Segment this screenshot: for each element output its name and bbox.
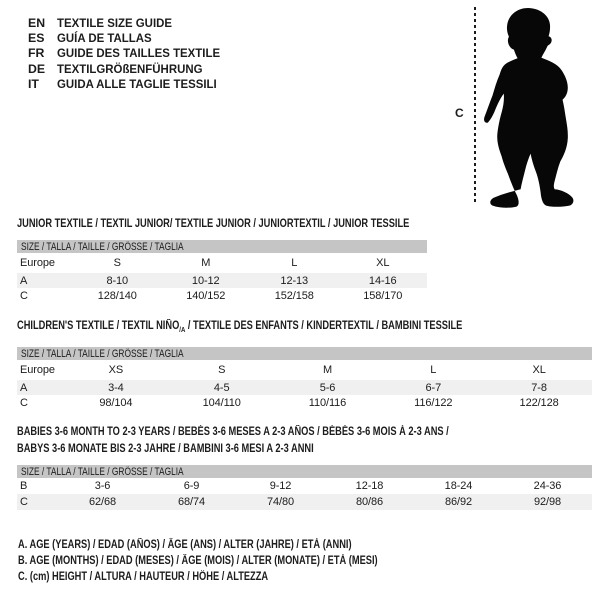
language-row [28, 61, 232, 76]
height-label: C [455, 106, 464, 120]
size-cell: 8-10 [106, 274, 129, 287]
size-cell: 152/158 [274, 289, 314, 302]
baby-silhouette-icon [483, 5, 575, 208]
size-cell: 104/110 [202, 396, 241, 409]
language-label: TEXTILGRÖßENFÜHRUNG [57, 61, 203, 76]
title-text: / TEXTILE DES ENFANTS / KINDERTEXTIL / BAMBINI TESSILE [185, 319, 463, 332]
size-cell: L [291, 257, 298, 269]
size-cell: L [430, 364, 437, 376]
size-cell: 62/68 [88, 496, 117, 508]
section-children [17, 319, 592, 409]
language-label: GUIDA ALLE TAGLIE TESSILI [57, 77, 217, 92]
table-row-c [17, 395, 592, 410]
table-row-a [17, 273, 427, 288]
language-row [28, 77, 232, 92]
size-cell: XL [532, 364, 546, 376]
language-label: GUÍA DE TALLAS [57, 31, 152, 46]
section-babies [17, 424, 592, 508]
size-cell: 18-24 [444, 480, 473, 492]
size-cell: 12-13 [280, 274, 309, 287]
language-label: TEXTILE SIZE GUIDE [57, 15, 173, 30]
row-label: Europe [20, 364, 55, 376]
size-cell: 68/74 [177, 496, 206, 508]
size-header-bar [17, 240, 427, 253]
table-row-europe [17, 253, 427, 273]
section-junior [17, 217, 427, 302]
size-cell: S [218, 364, 226, 376]
title-text: BABIES 3-6 MONTH TO 2-3 YEARS / BEBÉS 3-6 MESES A 2-3 AÑOS / BÉBÉS 3-6 MOIS À 2-3 ANS / [17, 425, 449, 438]
size-cell: 116/122 [414, 396, 453, 409]
size-header-label: SIZE / TALLA / TAILLE / GRÖSSE / TAGLIA [21, 465, 184, 478]
size-cell: 7-8 [531, 381, 547, 394]
section-title-line [17, 319, 477, 333]
size-cell: 12-18 [355, 480, 384, 492]
size-cell: 3-6 [94, 480, 111, 492]
size-cell: 110/116 [308, 396, 347, 409]
size-cell: 3-4 [108, 381, 124, 394]
title-text: BABYS 3-6 MONATE BIS 2-3 JAHRE / BAMBINI 3-6 MESI A 2-3 ANNI [17, 441, 314, 455]
size-cell: S [113, 257, 121, 269]
footnote: B. AGE (MONTHS) / EDAD (MESES) / ÂGE (MOIS) / ALTER (MONATE) / ETÀ (MESI) [18, 553, 378, 567]
size-cell: 80/86 [355, 496, 384, 508]
size-cell: 5-6 [319, 381, 336, 394]
row-label: A [20, 381, 28, 394]
size-cell: 92/98 [533, 496, 562, 508]
size-cell: 98/104 [99, 396, 133, 409]
size-table [17, 240, 427, 303]
section-title [17, 217, 427, 230]
language-code: FR [28, 46, 45, 61]
size-header-bar [17, 465, 592, 478]
size-cell: 4-5 [213, 381, 230, 394]
section-title-line [17, 441, 477, 458]
size-cell: 24-36 [533, 480, 562, 492]
language-code: ES [28, 31, 45, 46]
title-text: CHILDREN'S TEXTILE / TEXTIL NIÑO [17, 319, 180, 332]
size-cell: 140/152 [186, 289, 226, 302]
size-cell: 158/170 [363, 289, 403, 302]
language-row [28, 15, 232, 30]
language-list [28, 15, 232, 92]
size-cell: 6-7 [425, 381, 442, 394]
row-label: Europe [20, 257, 55, 269]
language-code: IT [28, 77, 39, 92]
footnote: C. (cm) HEIGHT / ALTURA / HAUTEUR / HÖHE / ALTEZZA [18, 569, 269, 583]
row-label: B [20, 480, 28, 492]
section-title-line [17, 424, 477, 441]
table-row-c [17, 494, 592, 510]
row-label: C [20, 289, 28, 302]
language-row [28, 30, 232, 45]
size-cell: XL [376, 257, 390, 269]
table-row-c [17, 288, 427, 303]
row-label: C [20, 496, 28, 508]
title-subscript: /A [179, 324, 186, 334]
section-title [17, 319, 592, 333]
size-header-label: SIZE / TALLA / TAILLE / GRÖSSE / TAGLIA [21, 347, 184, 360]
table-row-a [17, 380, 592, 395]
size-table [17, 465, 592, 510]
row-label: A [20, 274, 28, 287]
table-row-b [17, 478, 592, 494]
language-row [28, 46, 232, 61]
size-cell: M [201, 257, 211, 269]
size-header-label: SIZE / TALLA / TAILLE / GRÖSSE / TAGLIA [21, 240, 184, 253]
size-cell: 6-9 [183, 480, 200, 492]
size-cell: 128/140 [97, 289, 137, 302]
height-dashed-line [474, 7, 476, 205]
footnote: A. AGE (YEARS) / EDAD (AÑOS) / ÂGE (ANS) / ALTER (JAHRE) / ETÀ (ANNI) [18, 538, 352, 551]
size-cell: 9-12 [269, 480, 292, 492]
size-cell: 86/92 [444, 496, 473, 508]
language-code: DE [28, 61, 46, 76]
title-text: JUNIOR TEXTILE / TEXTIL JUNIOR/ TEXTILE JUNIOR / JUNIORTEXTIL / JUNIOR TESSILE [17, 217, 410, 230]
size-cell: M [322, 364, 333, 376]
row-label: C [20, 396, 28, 409]
size-table [17, 347, 592, 410]
size-cell: XS [108, 364, 124, 376]
table-row-europe [17, 360, 592, 380]
section-title-line [17, 217, 410, 230]
size-cell: 122/128 [519, 396, 559, 409]
size-cell: 74/80 [266, 496, 295, 508]
size-header-bar [17, 347, 592, 360]
size-cell: 10-12 [191, 274, 220, 287]
language-code: EN [28, 15, 46, 30]
language-label: GUIDE DES TAILLES TEXTILE [57, 46, 221, 61]
size-cell: 14-16 [368, 274, 397, 287]
section-title [17, 424, 592, 457]
footnotes [18, 537, 468, 584]
